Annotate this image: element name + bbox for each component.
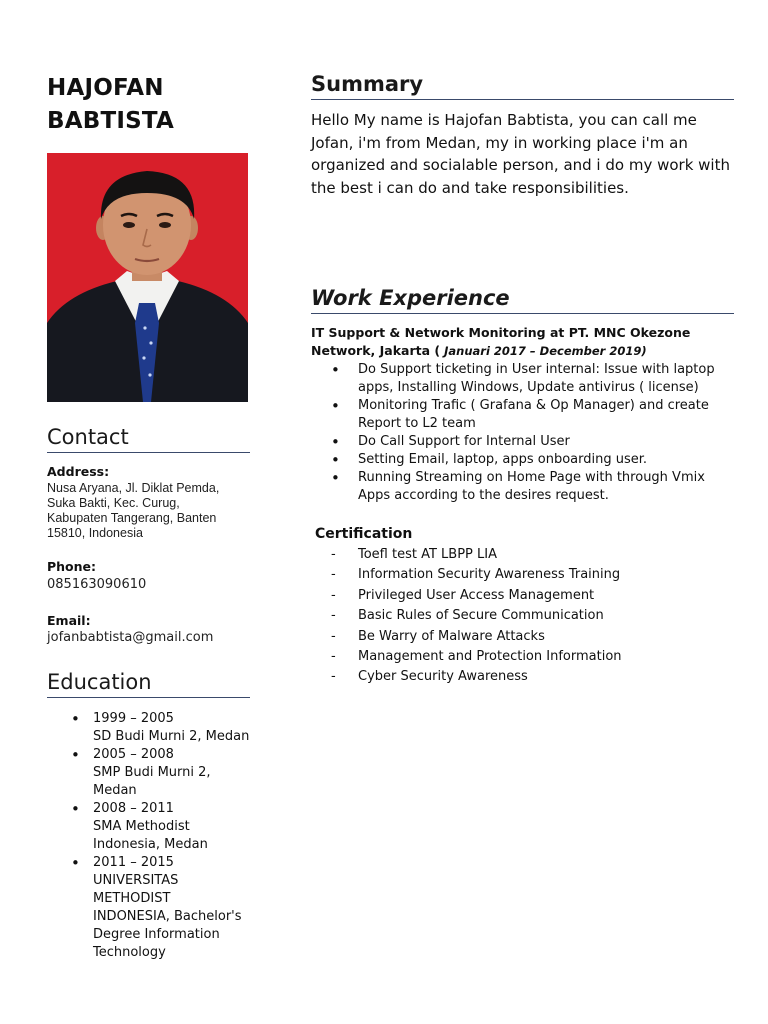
portrait-illustration	[47, 153, 248, 402]
education-item	[47, 800, 252, 854]
education-list	[47, 710, 252, 962]
duty-item: • Do Support ticketing in User internal: Issue with laptop apps, Installing Windows, Update antivirus ( license)	[311, 361, 736, 397]
job-dates: Januari 2017 – December 2019)	[440, 344, 647, 358]
duty-item: • Running Streaming on Home Page with through Vmix Apps according to the desires request.	[311, 469, 736, 505]
email-label: Email:	[47, 613, 91, 628]
phone-label: Phone:	[47, 559, 97, 574]
education-school: SMP Budi Murni 2,	[93, 765, 211, 780]
education-years: • 2005 – 2008	[93, 747, 174, 762]
certification-item: - Management and Protection Information	[311, 647, 736, 667]
address-line: Nusa Aryana, Jl. Diklat Pemda,	[47, 481, 220, 495]
education-item	[47, 710, 252, 746]
certification-item: - Toefl test AT LBPP LIA	[311, 545, 736, 565]
duty-item: • Monitoring Trafic ( Grafana & Op Manager) and create Report to L2 team	[311, 397, 736, 433]
summary-heading: Summary	[311, 72, 734, 100]
education-school: SMA Methodist	[93, 819, 190, 834]
certification-item: - Cyber Security Awareness	[311, 667, 736, 687]
education-item	[47, 854, 252, 962]
certification-item: - Basic Rules of Secure Communication	[311, 606, 736, 626]
summary-text: Hello My name is Hajofan Babtista, you can call me Jofan, i'm from Medan, my in working place i'm an organized and socialable person, and i do my work with the best i can do and take responsibilities.	[311, 111, 730, 197]
phone-value: 085163090610	[47, 577, 147, 592]
address-line: Suka Bakti, Kec. Curug,	[47, 496, 180, 510]
last-name: BABTISTA	[47, 108, 174, 134]
work-experience-heading: Work Experience	[311, 286, 734, 314]
education-years: • 2011 – 2015	[93, 855, 174, 870]
education-school: Medan	[93, 783, 137, 798]
education-item	[47, 746, 252, 800]
education-school: UNIVERSITAS	[93, 873, 179, 888]
first-name: HAJOFAN	[47, 75, 164, 101]
candidate-name	[47, 72, 174, 138]
address-line: Kabupaten Tangerang, Banten	[47, 511, 217, 525]
certification-item: - Be Warry of Malware Attacks	[311, 627, 736, 647]
education-school: Indonesia, Medan	[93, 837, 208, 852]
education-years: • 2008 – 2011	[93, 801, 174, 816]
profile-photo	[47, 153, 248, 402]
education-school: Degree Information	[93, 927, 220, 942]
education-school: METHODIST	[93, 891, 171, 906]
address-line: 15810, Indonesia	[47, 526, 143, 540]
certification-list	[311, 545, 736, 688]
job-position: IT Support & Network Monitoring at PT. MNC Okezone Network, Jakarta (	[311, 325, 691, 358]
education-years: • 1999 – 2005	[93, 711, 174, 726]
duty-item: • Do Call Support for Internal User	[311, 433, 736, 451]
job-title	[311, 324, 736, 360]
certification-heading: Certification	[315, 526, 413, 542]
duties-list	[311, 361, 736, 505]
education-heading: Education	[47, 670, 250, 698]
education-school: SD Budi Murni 2, Medan	[93, 729, 250, 744]
certification-item: - Privileged User Access Management	[311, 586, 736, 606]
education-school: Technology	[93, 945, 166, 960]
duty-item: • Setting Email, laptop, apps onboarding user.	[311, 451, 736, 469]
contact-heading: Contact	[47, 425, 250, 453]
email-value: jofanbabtista@gmail.com	[47, 630, 214, 645]
certification-item: - Information Security Awareness Training	[311, 565, 736, 585]
education-school: INDONESIA, Bachelor's	[93, 909, 242, 924]
address-value	[47, 481, 219, 541]
address-label: Address:	[47, 464, 110, 479]
